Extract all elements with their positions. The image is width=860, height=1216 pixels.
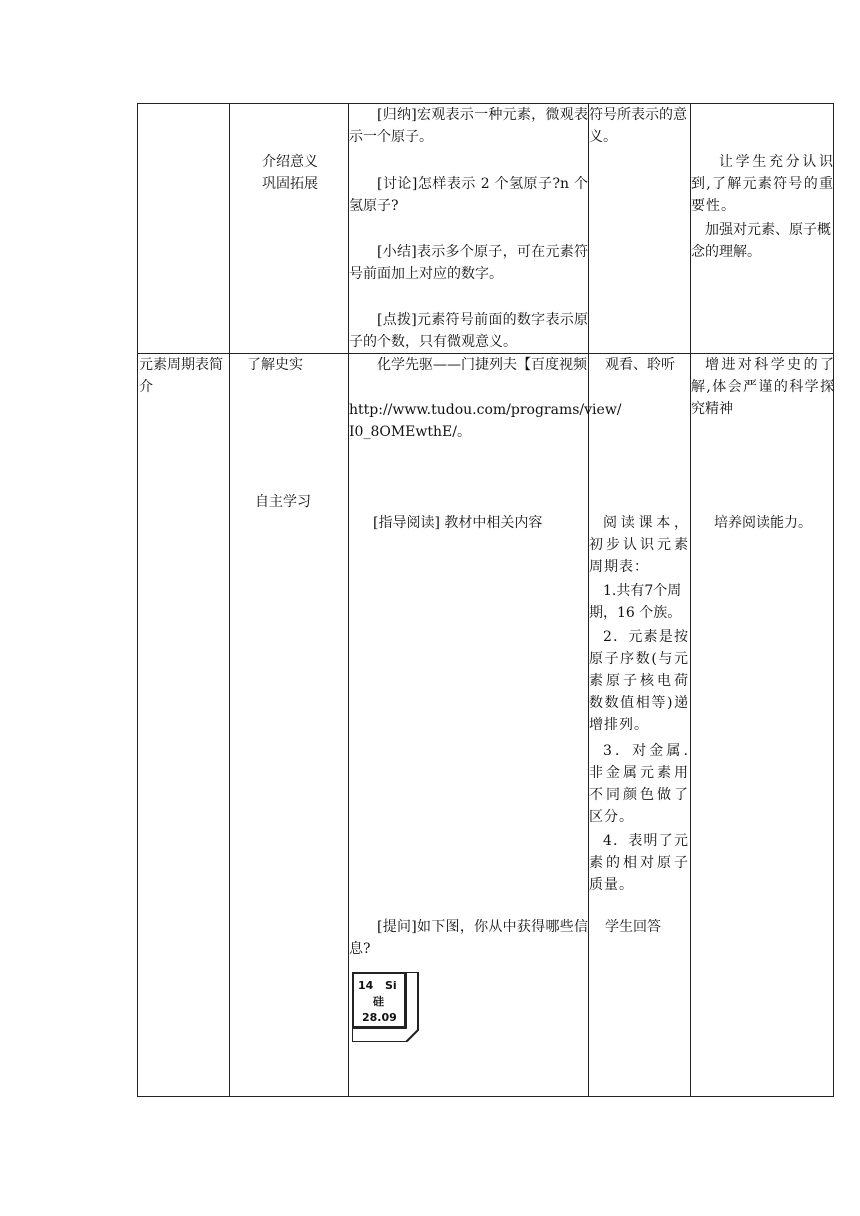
tile-face: [352, 972, 406, 1028]
element-name: 硅: [373, 995, 384, 1008]
lesson-plan-table: [137, 103, 834, 1097]
row2-read-item-1: 1.共有7个周期，16 个族。: [589, 583, 682, 621]
element-symbol: Si: [385, 979, 397, 992]
row2-activity-history: 了解史实: [247, 357, 303, 373]
row2-video-url-line2[interactable]: I0_8OMEwthE/。: [349, 424, 471, 440]
row2-topic: 元素周期表简介: [139, 357, 223, 395]
row2-read-item-3: 3．对金属.非金属元素用不同颜色做了区分。: [589, 743, 689, 825]
silicon-element-tile: [352, 972, 422, 1044]
row1-purpose-1: 让学生充分认识到,了解元素符号的重要性。: [691, 154, 834, 214]
row1-purpose-2: 加强对元素、原子概念的理解。: [691, 222, 831, 260]
tile-3d-bottom: [352, 1028, 420, 1042]
row2-history-text: 化学先驱——门捷列夫【百度视频: [377, 357, 587, 373]
row1-activity-1: 介绍意义: [262, 154, 318, 170]
row2-purpose-history: 增进对科学史的了解,体会严谨的科学探究精神: [691, 357, 834, 417]
row2-read-item-2: 2．元素是按原子序数(与元素原子核电荷数数值相等)递增排列。: [589, 629, 689, 733]
row1-student-text: 符号所表示的意义。: [589, 107, 687, 145]
column-divider: [229, 104, 230, 1096]
row2-purpose-reading: 培养阅读能力。: [714, 515, 812, 531]
row2-reading-guide: [指导阅读] 教材中相关内容: [373, 515, 543, 531]
row1-summary-text: [归纳]宏观表示一种元素，微观表示一个原子。: [349, 107, 588, 145]
atomic-number: 14: [358, 979, 374, 992]
atomic-mass: 28.09: [362, 1011, 397, 1024]
row2-activity-self-study: 自主学习: [255, 494, 311, 510]
row1-tip-text: [点拨]元素符号前面的数字表示原子的个数，只有微观意义。: [349, 312, 588, 350]
row1-conclusion-text: [小结]表示多个原子，可在元素符号前面加上对应的数字。: [349, 244, 588, 282]
row2-read-intro: 阅读课本，初步认识元素周期表：: [589, 515, 689, 575]
row1-discussion-text: [讨论]怎样表示 2 个氢原子?n 个氢原子?: [349, 176, 588, 214]
row2-video-url-line1[interactable]: http://www.tudou.com/programs/view/: [349, 402, 622, 418]
row2-read-item-4: 4．表明了元素的相对原子质量。: [589, 833, 689, 893]
row2-student-answer: 学生回答: [605, 919, 661, 935]
row2-watch-listen: 观看、聆听: [605, 357, 675, 373]
row1-activity-2: 巩固拓展: [262, 176, 318, 192]
row2-question-text: [提问]如下图，你从中获得哪些信息?: [349, 919, 588, 957]
